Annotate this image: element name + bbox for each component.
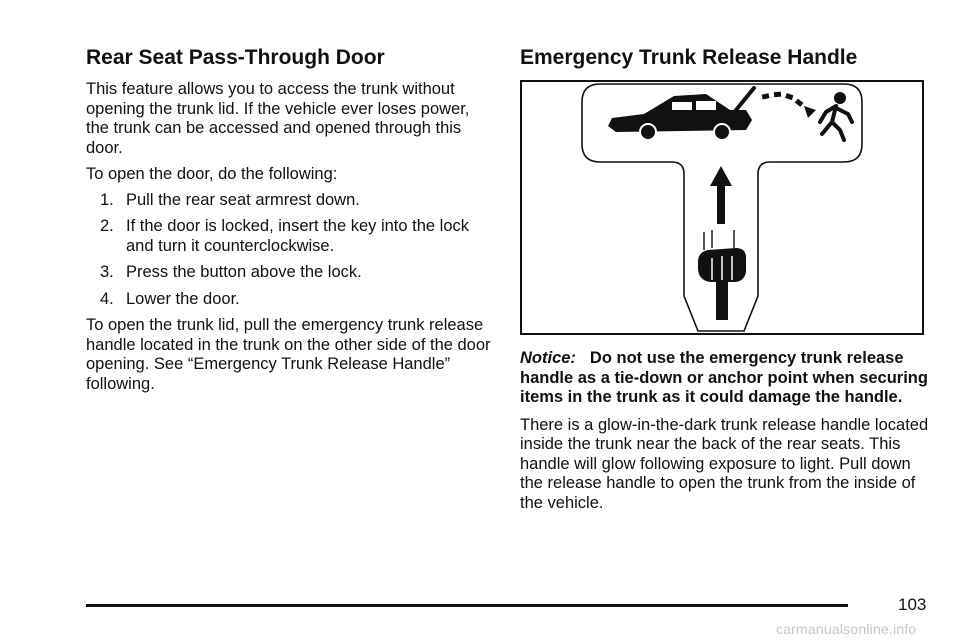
trunk-release-handle-icon (522, 82, 922, 333)
step-text: Lower the door. (126, 289, 240, 308)
intro-paragraph: This feature allows you to access the trunk without opening the trunk lid. If the vehicle ever loses power, the trunk can be accessed and opened through this door. (86, 80, 470, 157)
closing-paragraph: To open the trunk lid, pull the emergency trunk release handle located in the trunk on the other side of the door opening. See “Emergency Trunk Release Handle” following. (86, 316, 491, 393)
section-heading-pass-through: Rear Seat Pass-Through Door (86, 46, 385, 69)
footer-rule (86, 604, 848, 607)
step-text: If the door is locked, insert the key into the lock and turn it counterclockwise. (126, 217, 470, 255)
list-item (86, 290, 496, 310)
step-text: Pull the rear seat armrest down. (126, 190, 360, 209)
section-heading-emergency-release: Emergency Trunk Release Handle (520, 46, 858, 69)
left-column (86, 44, 496, 401)
notice-label: Notice: (520, 349, 576, 367)
steps-intro: To open the door, do the following: (86, 165, 338, 183)
list-item (86, 263, 496, 283)
up-arrow (710, 166, 732, 224)
car-silhouette (608, 94, 752, 132)
step-number: 2. (100, 217, 114, 235)
step-number: 4. (100, 289, 114, 308)
trunk-release-figure (520, 80, 924, 335)
notice-text: Do not use the emergency trunk release handle as a tie-down or anchor point when securing items in the trunk as it could damage the handle. (520, 349, 928, 406)
step-text: Press the button above the lock. (126, 263, 362, 281)
step-number: 1. (100, 190, 114, 209)
notice-paragraph (520, 349, 930, 408)
page-number: 103 (898, 595, 927, 614)
step-number: 3. (100, 263, 114, 281)
right-column (520, 44, 930, 520)
list-item (86, 191, 496, 211)
running-person (820, 106, 852, 140)
steps-list (86, 191, 496, 310)
handle-bar (716, 282, 728, 320)
list-item (86, 217, 496, 256)
release-handle-description: There is a glow-in-the-dark trunk release handle located inside the trunk near the back of the rear seats. This handle will glow following exposure to light. Pull down the release handle to open the trunk from the inside of the vehicle. (520, 415, 929, 512)
watermark: carmanualsonline.info (776, 621, 917, 637)
